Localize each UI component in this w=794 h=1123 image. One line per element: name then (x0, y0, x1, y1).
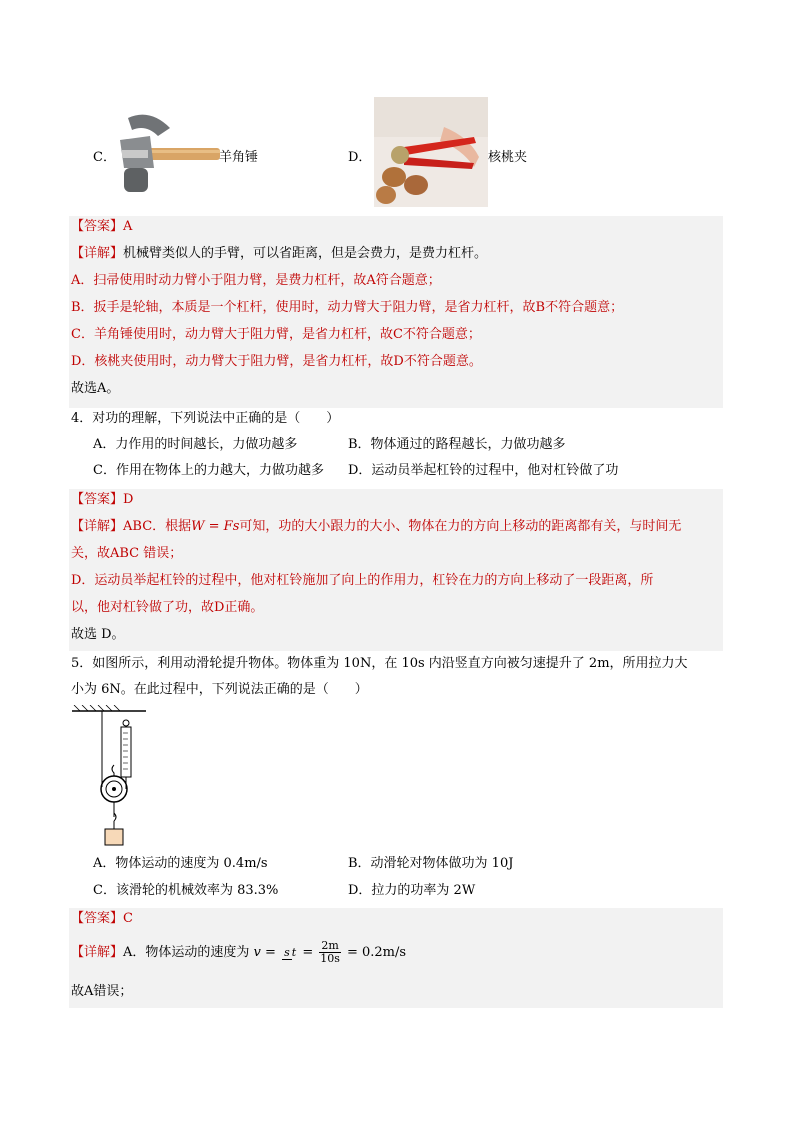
answer-value: C (123, 911, 133, 926)
detail-2-line-2: 关，故ABC 错误； (71, 546, 183, 561)
detail-tag: 【详解】 (71, 246, 124, 261)
option-c-caption: 羊角锤 (219, 150, 259, 165)
hammer-image (110, 110, 220, 195)
detail-text-cont: 可知，功的大小跟力的大小、物体在力的方向上移动的距离都有关，与时间无 (239, 519, 682, 534)
q5-option-a: A．物体运动的速度为 0.4m/s (93, 856, 268, 871)
frac-den: t (291, 945, 297, 959)
option-d-label: D． (348, 150, 372, 165)
fraction-s-over-t (282, 947, 296, 959)
answer-block-2 (69, 489, 723, 651)
detail-1-line-c: C．羊角锤使用时，动力臂大于阻力臂，是省力杠杆，故C不符合题意； (71, 327, 481, 342)
detail-1-line-d: D．核桃夹使用时，动力臂大于阻力臂，是省力杠杆，故D不符合题意。 (71, 354, 482, 369)
detail-tag: 【详解】 (71, 945, 124, 960)
detail-text: ABC．根据 (123, 519, 192, 534)
detail-tag: 【详解】 (71, 519, 124, 534)
detail-text: A．物体运动的速度为 (123, 945, 250, 960)
equals: = (265, 945, 276, 960)
detail-1-line-a: A．扫帚使用时动力臂小于阻力臂，是费力杠杆，故A符合题意； (71, 273, 441, 288)
result: = 0.2m/s (346, 945, 407, 960)
detail-text: 机械臂类似人的手臂，可以省距离，但是会费力，是费力杠杆。 (123, 246, 488, 261)
q5-option-c: C．该滑轮的机械效率为 83.3% (93, 883, 279, 898)
frac-num: 2m (321, 939, 339, 952)
formula: W = Fs (191, 519, 240, 534)
var-v: v (253, 945, 261, 960)
q5-stem-line-1: 5．如图所示，利用动滑轮提升物体。物体重为 10N，在 10s 内沿竖直方向被匀速提升了 2m，所用拉力大 (71, 656, 688, 671)
pulley-diagram (70, 705, 150, 850)
answer-tag: 【答案】 (71, 492, 124, 507)
q5-option-b: B．动滑轮对物体做功为 10J (348, 856, 514, 871)
detail-2-conclusion: 故选 D。 (71, 627, 125, 642)
answer-value: A (123, 219, 133, 234)
answer-2 (71, 491, 133, 509)
frac-den: 10s (320, 952, 340, 965)
q5-stem-line-2: 小为 6N。在此过程中，下列说法正确的是（ ） (71, 682, 368, 697)
equals: = (302, 945, 314, 960)
q4-option-a: A．力作用的时间越长，力做功越多 (93, 437, 298, 452)
walnut-cracker-image (374, 97, 488, 207)
answer-tag: 【答案】 (71, 911, 124, 926)
option-d-caption: 核桃夹 (488, 150, 528, 165)
fraction-values (319, 940, 340, 965)
q4-option-b: B．物体通过的路程越长，力做功越多 (348, 437, 566, 452)
detail-2-line-4: 以，他对杠铃做了功，故D正确。 (71, 600, 264, 615)
q4-stem: 4．对功的理解，下列说法中正确的是（ ） (71, 411, 340, 426)
answer-1 (71, 218, 132, 236)
answer-value: D (123, 492, 134, 507)
detail-2-line-3: D．运动员举起杠铃的过程中，他对杠铃施加了向上的作用力，杠铃在力的方向上移动了一段距离，所 (71, 573, 654, 588)
option-c-label: C． (93, 150, 116, 165)
answer-tag: 【答案】 (71, 219, 124, 234)
detail-3-line-2: 故A错误； (71, 984, 133, 999)
answer-3 (71, 910, 133, 928)
q4-option-c: C．作用在物体上的力越大，力做功越多 (93, 463, 324, 478)
detail-1-conclusion: 故选A。 (71, 381, 120, 396)
frac-num: s (284, 945, 290, 959)
detail-2 (71, 518, 681, 536)
detail-1-line-b: B．扳手是轮轴，本质是一个杠杆，使用时，动力臂大于阻力臂，是省力杠杆，故B不符合题意； (71, 300, 624, 315)
detail-1 (71, 245, 487, 263)
detail-3 (71, 938, 406, 968)
q4-option-d: D．运动员举起杠铃的过程中，他对杠铃做了功 (348, 463, 619, 478)
q5-option-d: D．拉力的功率为 2W (348, 883, 476, 898)
